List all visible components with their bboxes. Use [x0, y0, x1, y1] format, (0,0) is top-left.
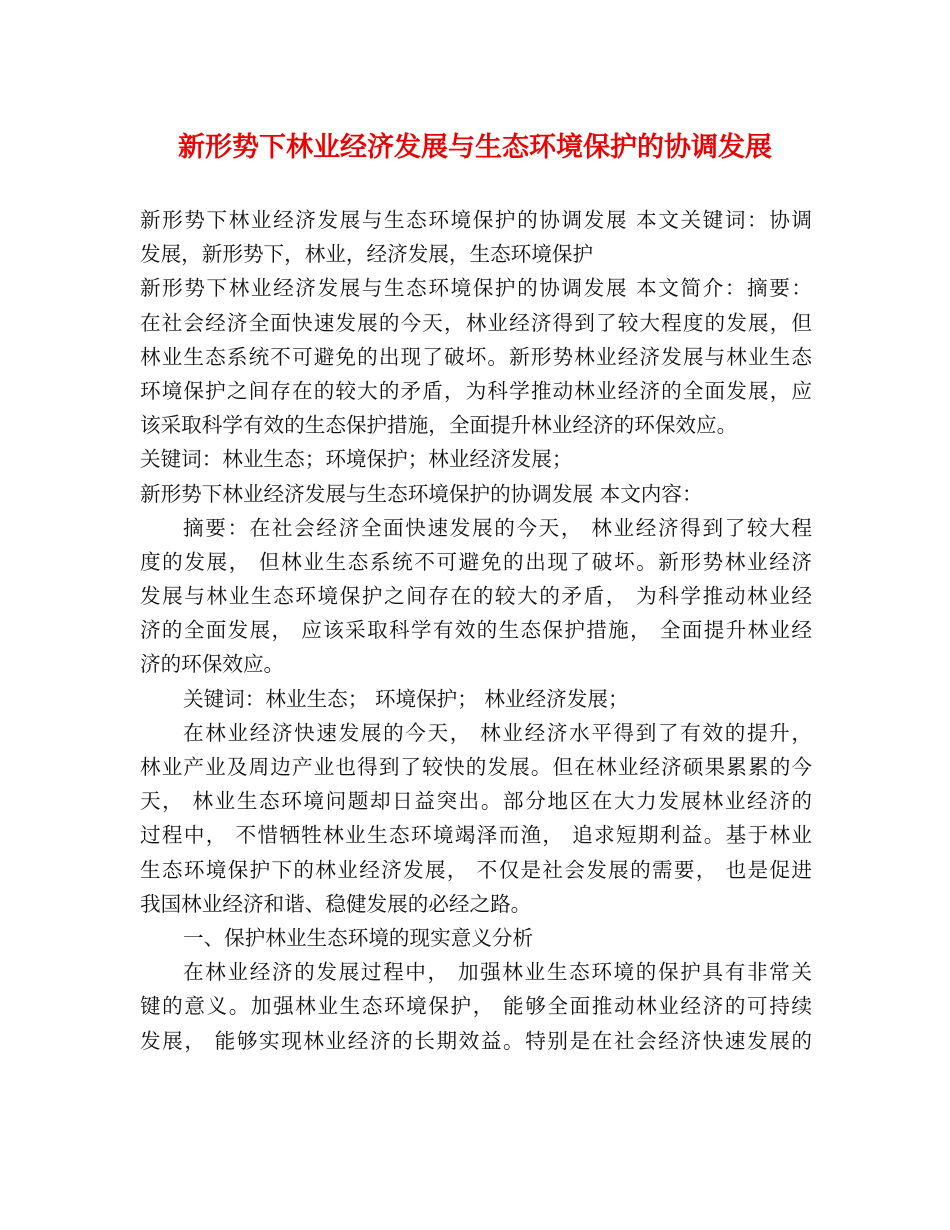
text-line: 键的意义。加强林业生态环境保护， 能够全面推动林业经济的可持续 — [140, 994, 812, 1019]
text-line: 林业生态系统不可避免的出现了破坏。新形势林业经济发展与林业生态 — [140, 344, 812, 369]
text-line: 发展与林业生态环境保护之间存在的较大的矛盾， 为科学推动林业经 — [140, 584, 812, 609]
text-line: 济的环保效应。 — [140, 652, 285, 677]
text-line: 在林业经济的发展过程中， 加强林业生态环境的保护具有非常关 — [183, 960, 812, 985]
text-line: 度的发展， 但林业生态系统不可避免的出现了破坏。新形势林业经济 — [140, 549, 812, 574]
text-line: 新形势下林业经济发展与生态环境保护的协调发展 本文简介：摘要： — [140, 276, 812, 301]
text-line: 我国林业经济和谐、稳健发展的必经之路。 — [140, 891, 532, 916]
text-line: 过程中， 不惜牺牲林业生态环境竭泽而渔， 追求短期利益。基于林业 — [140, 823, 812, 848]
text-line: 该采取科学有效的生态保护措施，全面提升林业经济的环保效应。 — [140, 413, 738, 438]
section-heading: 一、保护林业生态环境的现实意义分析 — [183, 925, 534, 950]
text-line: 摘要：在社会经济全面快速发展的今天， 林业经济得到了较大程 — [183, 515, 812, 540]
text-line: 发展， 能够实现林业经济的长期效益。特别是在社会经济快速发展的 — [140, 1028, 812, 1053]
text-line: 发展，新形势下，林业，经济发展，生态环境保护 — [140, 242, 594, 267]
text-line: 新形势下林业经济发展与生态环境保护的协调发展 本文关键词：协调 — [140, 208, 812, 232]
text-line: 林业产业及周边产业也得到了较快的发展。但在林业经济硕果累累的今 — [140, 755, 812, 779]
text-line: 关键词：林业生态； 环境保护； 林业经济发展； — [183, 686, 629, 711]
text-line: 天， 林业生态环境问题却日益突出。部分地区在大力发展林业经济的 — [140, 789, 812, 814]
text-line: 环境保护之间存在的较大的矛盾，为科学推动林业经济的全面发展，应 — [140, 378, 812, 403]
text-line: 生态环境保护下的林业经济发展， 不仅是社会发展的需要， 也是促进 — [140, 857, 812, 882]
document-body — [140, 203, 812, 1058]
text-line: 在林业经济快速发展的今天， 林业经济水平得到了有效的提升， — [183, 720, 812, 745]
text-line: 在社会经济全面快速发展的今天，林业经济得到了较大程度的发展，但 — [140, 310, 812, 335]
text-line: 新形势下林业经济发展与生态环境保护的协调发展 本文内容： — [140, 481, 703, 506]
text-line: 济的全面发展， 应该采取科学有效的生态保护措施， 全面提升林业经 — [140, 618, 812, 643]
document-title: 新形势下林业经济发展与生态环境保护的协调发展 — [178, 132, 772, 163]
text-line: 关键词：林业生态；环境保护；林业经济发展； — [140, 447, 573, 472]
